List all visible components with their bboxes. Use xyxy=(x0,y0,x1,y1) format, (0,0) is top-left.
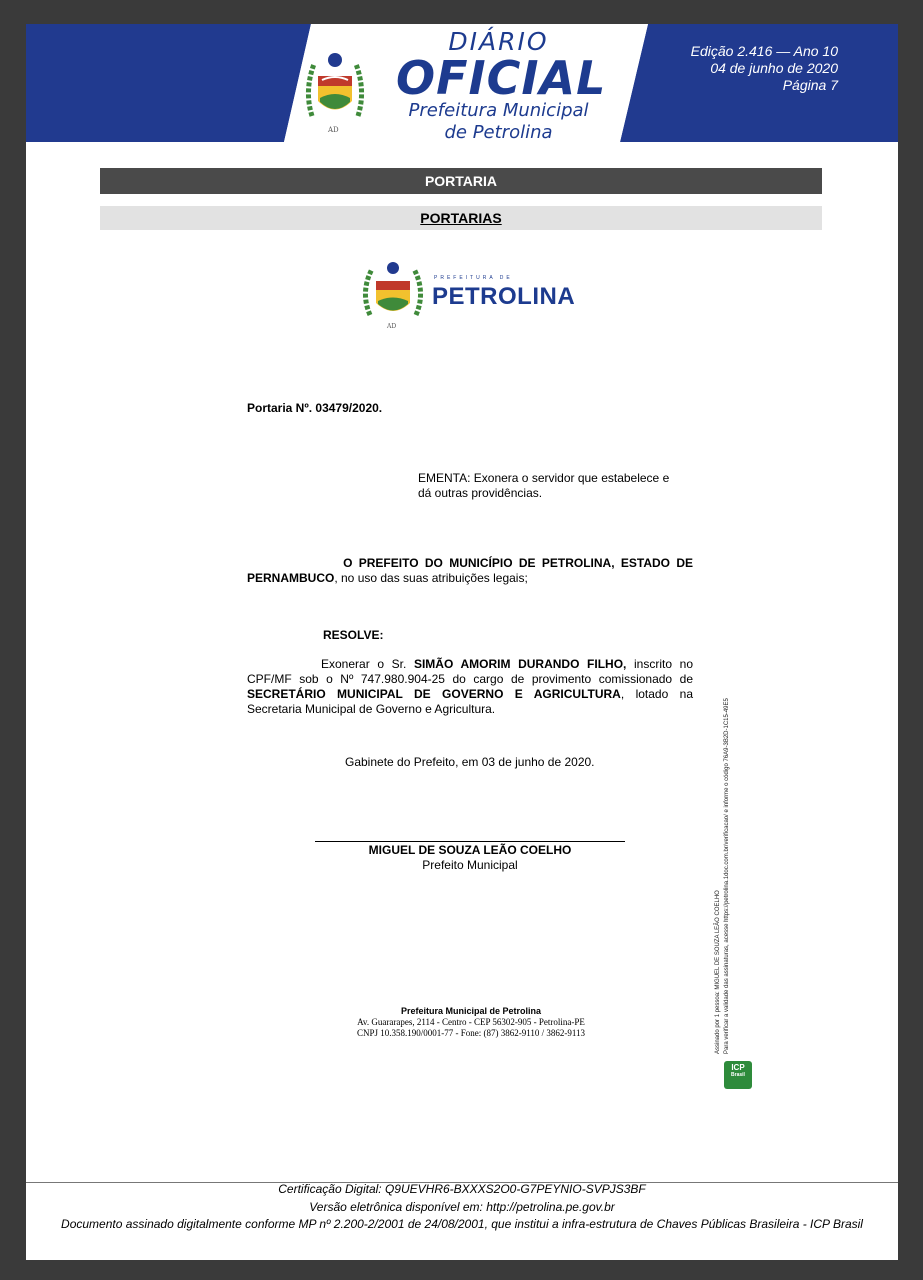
logo-wordmark: PETROLINA xyxy=(432,283,576,310)
logo-top-text: PREFEITURA DE xyxy=(434,275,513,281)
svg-text:AD: AD xyxy=(328,126,339,134)
body-part2: inscrito no CPF/MF sob o Nº 747.980.904-25 do cargo de provimento comissionado de xyxy=(247,657,693,686)
stamp-line2: Para verificar a validade das assinaturas, acesse https://petrolina.1doc.com.br/verificacao/ e informe o código 76A9-3B2D-1C15-49E5 xyxy=(724,698,730,1054)
address-line1: Prefeitura Municipal de Petrolina xyxy=(400,1006,542,1016)
svg-text:AD: AD xyxy=(387,323,397,330)
masthead-top: DIÁRIO xyxy=(448,27,549,56)
preamble-line1: O PREFEITO DO MUNICÍPIO DE PETROLINA, ESTADO DE xyxy=(343,556,693,570)
coat-of-arms-icon xyxy=(302,46,368,136)
edition-date: 04 de junho de 2020 xyxy=(710,60,838,76)
footer-version: Versão eletrônica disponível em: http://petrolina.pe.gov.br xyxy=(309,1200,615,1214)
footer-legal: Documento assinado digitalmente conforme MP nº 2.200-2/2001 de 24/08/2001, que institui a infra-estrutura de Chaves Públicas Brasileira - ICP Brasil xyxy=(61,1217,863,1231)
resolution-body xyxy=(247,657,693,717)
section-bar: PORTARIA xyxy=(100,168,822,194)
employee-name: SIMÃO AMORIM DURANDO FILHO, xyxy=(413,657,627,671)
signature-block xyxy=(315,843,625,873)
closing-line: Gabinete do Prefeito, em 03 de junho de 2020. xyxy=(345,755,595,769)
preamble-state: PERNAMBUCO xyxy=(247,571,335,585)
portaria-number: Portaria Nº. 03479/2020. xyxy=(247,401,383,415)
edition-number: Edição 2.416 — Ano 10 xyxy=(690,43,838,59)
subsection-bar xyxy=(100,206,822,230)
preamble xyxy=(247,556,693,586)
signature-stamp xyxy=(714,594,732,1054)
petrolina-logo-icon xyxy=(360,257,426,331)
resolve-heading: RESOLVE: xyxy=(323,628,384,642)
masthead-sub1: Prefeitura Municipal xyxy=(408,100,589,121)
ementa-line2: dá outras providências. xyxy=(418,486,543,500)
header-banner xyxy=(26,24,898,142)
stamp-line1: Assinado por 1 pessoa: MIGUEL DE SOUZA LEÃO COELHO xyxy=(715,890,721,1054)
icp-brasil-badge xyxy=(724,1061,752,1089)
edition-info xyxy=(691,43,838,94)
body-part1: Exonerar o Sr. xyxy=(321,657,414,671)
body-part3: , lotado na Secretaria Municipal de Governo e Agricultura. xyxy=(247,687,693,716)
subsection-title: PORTARIAS xyxy=(420,210,502,226)
masthead-main: OFICIAL xyxy=(396,51,607,105)
document-page xyxy=(26,24,898,1260)
footer-certification: Certificação Digital: Q9UEVHR6-BXXXS2O0-G7PEYNIO-SVPJS3BF xyxy=(278,1182,646,1196)
signature-line xyxy=(315,841,625,842)
icp-badge-main: ICP xyxy=(731,1063,745,1072)
signer-name: MIGUEL DE SOUZA LEÃO COELHO xyxy=(368,843,572,857)
icp-badge-sub: Brasil xyxy=(731,1072,745,1078)
position-title: SECRETÁRIO MUNICIPAL DE GOVERNO E AGRICULTURA xyxy=(247,687,621,701)
ementa-line1: EMENTA: Exonera o servidor que estabelece e xyxy=(418,471,670,485)
preamble-rest: , no uso das suas atribuições legais; xyxy=(334,571,528,585)
masthead xyxy=(396,27,607,144)
ementa xyxy=(418,471,698,501)
masthead-sub2: de Petrolina xyxy=(444,122,553,143)
address-line3: CNPJ 10.358.190/0001-77 - Fone: (87) 3862-9110 / 3862-9113 xyxy=(356,1028,586,1038)
page-number: Página 7 xyxy=(782,77,838,93)
address-line2: Av. Guararapes, 2114 - Centro - CEP 56302-905 - Petrolina-PE xyxy=(357,1017,585,1027)
signer-title: Prefeito Municipal xyxy=(422,858,518,872)
address-block xyxy=(326,1006,616,1039)
